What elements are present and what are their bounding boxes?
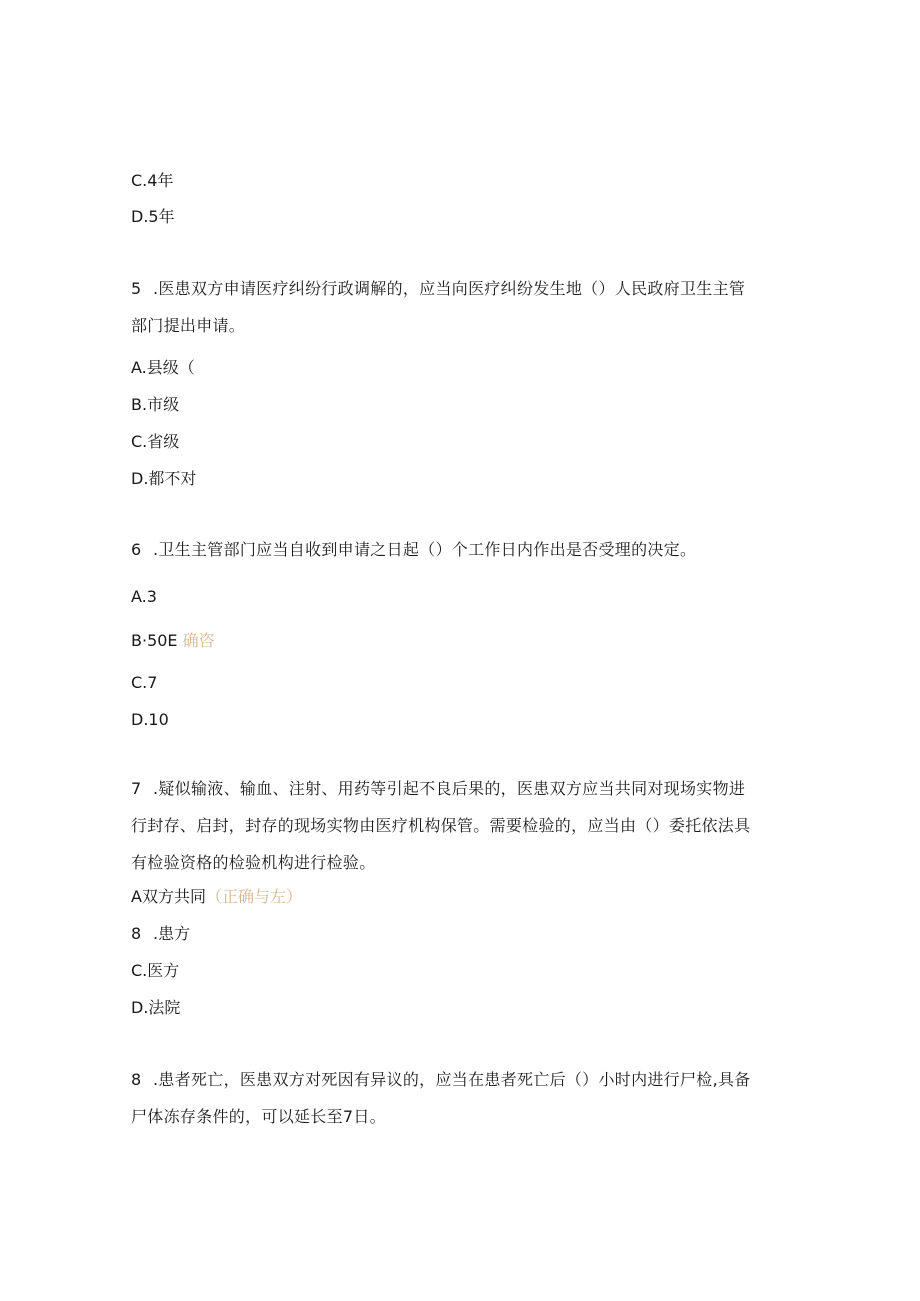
q4-option-d: D.5年 bbox=[131, 207, 175, 226]
q8-stem-line2: 尸体冻存条件的，可以延长至7日。 bbox=[131, 1107, 386, 1126]
q8-stem bbox=[131, 1061, 796, 1135]
q8-stem-line1: 8 .患者死亡，医患双方对死因有异议的，应当在患者死亡后（）小时内进行尸检,具备 bbox=[131, 1061, 796, 1098]
q5-option-a: A.县级（ bbox=[131, 358, 195, 377]
q5-option-d: D.都不对 bbox=[131, 469, 197, 488]
q7-stem-line1: 7 .疑似输液、输血、注射、用药等引起不良后果的，医患双方应当共同对现场实物进 bbox=[131, 770, 791, 807]
q6-option-c: C.7 bbox=[131, 673, 158, 692]
q7-stem-line2: 行封存、启封，封存的现场实物由医疗机构保管。需要检验的，应当由（）委托依法具 bbox=[131, 816, 751, 835]
q6-option-d: D.10 bbox=[131, 710, 169, 729]
q7-number: 7 bbox=[131, 779, 142, 798]
q7-option-b: 8 .患方 bbox=[131, 924, 191, 943]
q5-stem bbox=[131, 270, 791, 344]
q7-option-a: A双方共同（正确与左） bbox=[131, 887, 302, 906]
q6-option-b-annotation: 确咨 bbox=[182, 631, 215, 650]
q6-option-a: A.3 bbox=[131, 587, 157, 606]
q7-option-a-annotation: （正确与左） bbox=[205, 887, 302, 906]
q5-option-b: B.市级 bbox=[131, 395, 180, 414]
q7-stem bbox=[131, 770, 791, 881]
q7-option-c: C.医方 bbox=[131, 961, 180, 980]
q7-option-d: D.法院 bbox=[131, 998, 181, 1017]
q7-stem-line3: 有检验资格的检验机构进行检验。 bbox=[131, 853, 376, 872]
q6-option-b: B·50E 确咨 bbox=[131, 631, 215, 650]
q4-option-c: C.4年 bbox=[131, 171, 174, 190]
q6-stem bbox=[131, 531, 791, 568]
q5-stem-line1: 5 .医患双方申请医疗纠纷行政调解的，应当向医疗纠纷发生地（）人民政府卫生主管 bbox=[131, 270, 791, 307]
q6-number: 6 bbox=[131, 540, 142, 559]
q7-option-b-number: 8 bbox=[131, 924, 142, 943]
q5-stem-line2: 部门提出申请。 bbox=[131, 316, 246, 335]
q5-option-c: C.省级 bbox=[131, 432, 180, 451]
q5-number: 5 bbox=[131, 279, 142, 298]
q6-stem-line1: 6 .卫生主管部门应当自收到申请之日起（）个工作日内作出是否受理的决定。 bbox=[131, 531, 791, 568]
q8-number: 8 bbox=[131, 1070, 142, 1089]
